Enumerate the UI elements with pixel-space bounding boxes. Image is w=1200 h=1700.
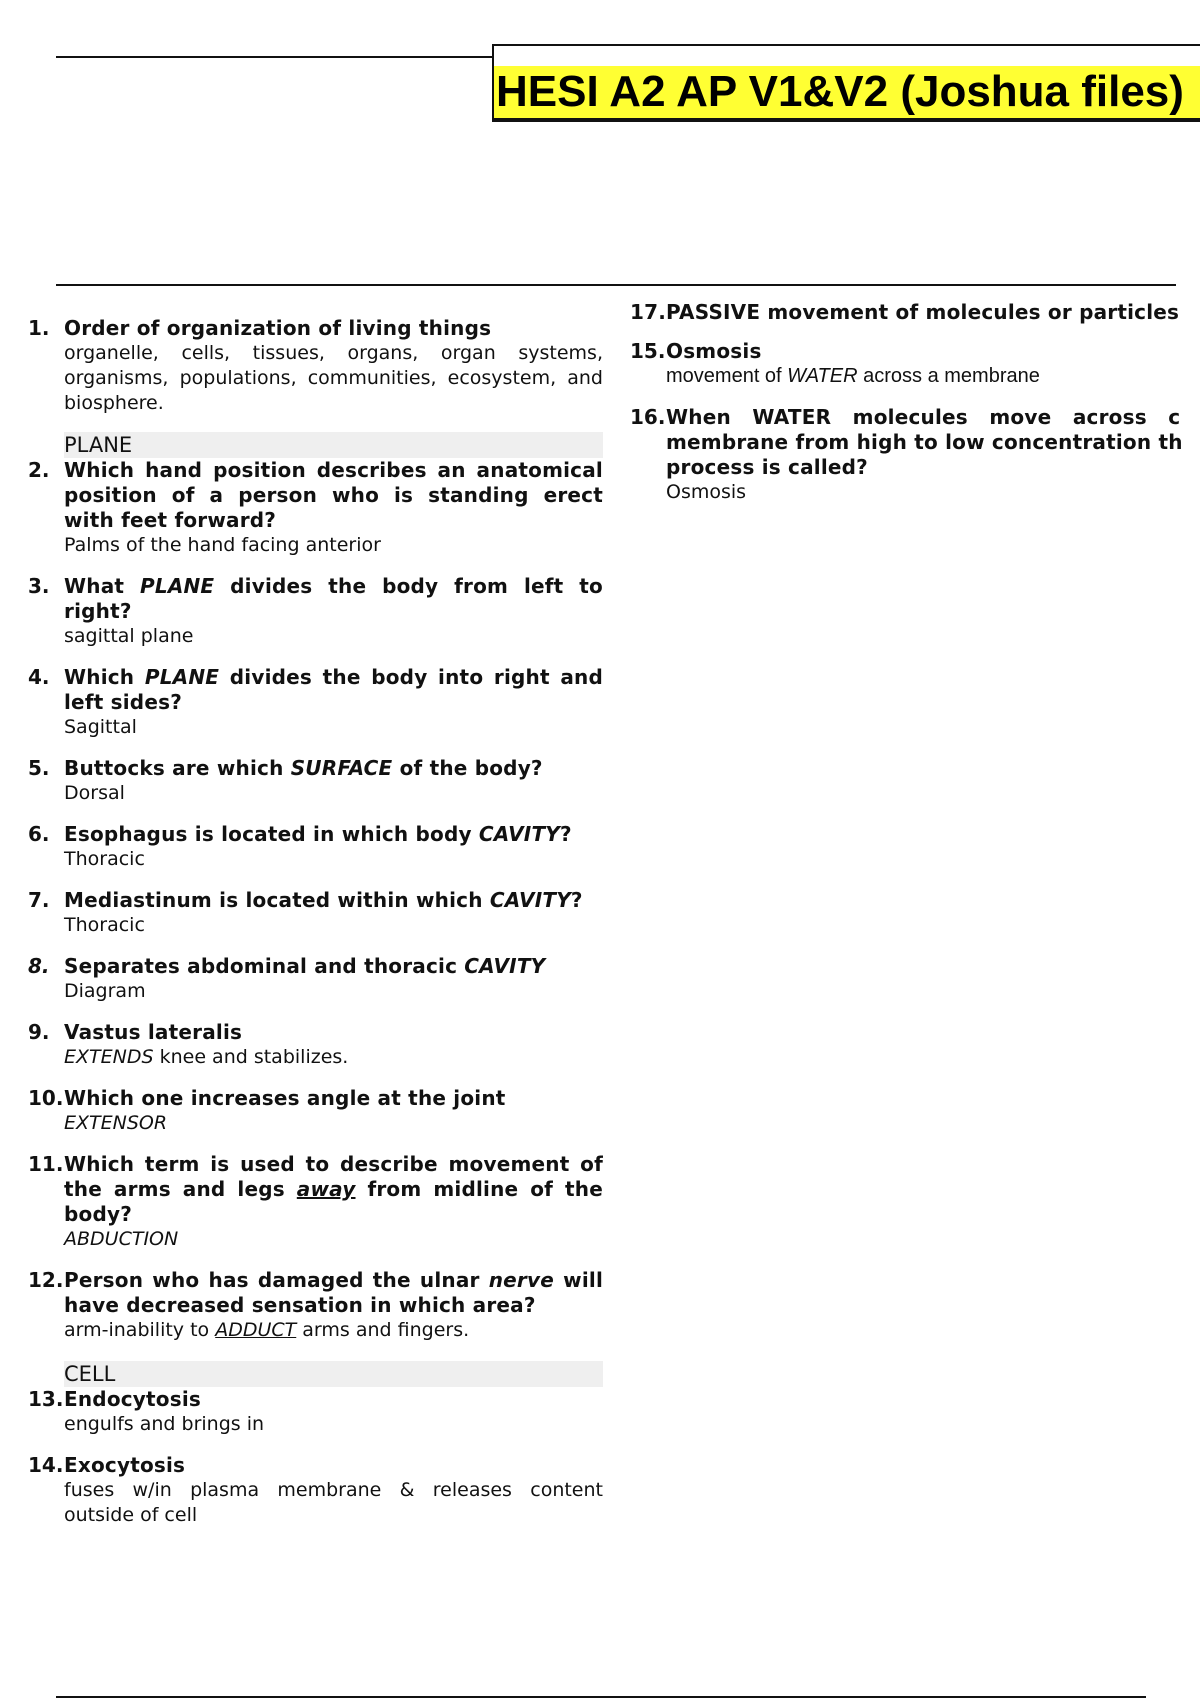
question-number: 2. [28, 458, 50, 482]
answer-text: Sagittal [64, 716, 137, 738]
section-plane: PLANE [64, 432, 603, 458]
answer-text: fuses w/in plasma membrane & releases content outside of cell [64, 1479, 603, 1526]
answer-text: organelle, cells, tissues, organs, organ systems, organisms, populations, communities, ecosystem, and biosphere. [64, 342, 603, 414]
question-text: Which hand position describes an anatomical position of a person who is standing erect with feet forward? [64, 458, 603, 532]
question-text-line-2: membrane from high to low concentration th [666, 430, 1183, 454]
answer-text: arm-inability to ADDUCT arms and fingers. [64, 1319, 470, 1341]
question-text: Endocytosis [64, 1387, 202, 1411]
question-text: Buttocks are which SURFACE of the body? [64, 756, 543, 780]
section-cell: CELL [64, 1361, 603, 1387]
question-text: Person who has damaged the ulnar nerve will have decreased sensation in which area? [64, 1268, 604, 1317]
answer-text: EXTENSOR [64, 1112, 168, 1134]
question-text: Separates abdominal and thoracic CAVITY [64, 954, 546, 978]
question-6 [28, 822, 603, 872]
question-number: 10. [28, 1086, 64, 1110]
question-15 [630, 339, 1200, 389]
question-text: Vastus lateralis [64, 1020, 243, 1044]
question-1 [28, 316, 603, 416]
question-16 [630, 405, 1200, 505]
question-number: 7. [28, 888, 50, 912]
answer-text: sagittal plane [64, 625, 194, 647]
page-title: HESI A2 AP V1&V2 (Joshua files) [496, 67, 1184, 116]
question-13 [28, 1387, 603, 1437]
question-text: Order of organization of living things [64, 316, 492, 340]
answer-text: EXTENDS knee and stabilizes. [64, 1046, 349, 1068]
question-number: 11. [28, 1152, 64, 1176]
question-number: 8. [28, 954, 50, 978]
question-3 [28, 574, 603, 649]
question-number: 1. [28, 316, 50, 340]
question-11 [28, 1152, 603, 1252]
answer-text: Palms of the hand facing anterior [64, 534, 381, 556]
top-rule [56, 56, 494, 58]
question-text: Which one increases angle at the joint [64, 1086, 506, 1110]
question-number: 5. [28, 756, 50, 780]
question-5 [28, 756, 603, 806]
question-17 [630, 300, 1200, 325]
question-2 [28, 458, 603, 558]
question-12 [28, 1268, 603, 1343]
answer-text: Thoracic [64, 914, 145, 936]
answer-text: Diagram [64, 980, 146, 1002]
question-14 [28, 1453, 603, 1528]
question-number: 9. [28, 1020, 50, 1044]
answer-text: Osmosis [666, 481, 747, 503]
question-10 [28, 1086, 603, 1136]
footer-rule [56, 1696, 1146, 1698]
question-number: 6. [28, 822, 50, 846]
question-number: 15. [630, 339, 666, 363]
answer-text: Dorsal [64, 782, 125, 804]
question-text: 17.PASSIVE movement of molecules or particles [630, 300, 1180, 324]
answer-text: ABDUCTION [64, 1228, 179, 1250]
answer-text: movement of WATER across a membrane [666, 365, 1040, 387]
question-4 [28, 665, 603, 740]
left-column [28, 316, 603, 1544]
header-rule [56, 284, 1176, 286]
question-number: 13. [28, 1387, 64, 1411]
title-box [492, 44, 1200, 122]
right-column [630, 300, 1200, 521]
question-text: Mediastinum is located within which CAVITY? [64, 888, 583, 912]
question-number: 14. [28, 1453, 64, 1477]
question-text: Exocytosis [64, 1453, 186, 1477]
answer-text: Thoracic [64, 848, 145, 870]
question-8 [28, 954, 603, 1004]
question-number: 4. [28, 665, 50, 689]
question-9 [28, 1020, 603, 1070]
question-text: What PLANE divides the body from left to right? [64, 574, 603, 623]
question-text: Osmosis [666, 339, 762, 363]
question-text-line-1: When WATER molecules move across c [666, 405, 1181, 429]
question-number: 12. [28, 1268, 64, 1292]
question-text-line-3: process is called? [666, 455, 868, 479]
question-text: Esophagus is located in which body CAVITY? [64, 822, 572, 846]
answer-text: engulfs and brings in [64, 1413, 265, 1435]
question-text: Which PLANE divides the body into right and left sides? [64, 665, 603, 714]
question-number: 3. [28, 574, 50, 598]
question-7 [28, 888, 603, 938]
question-text: Which term is used to describe movement of the arms and legs away from midline of the body? [64, 1152, 603, 1226]
question-number: 16. [630, 405, 666, 429]
